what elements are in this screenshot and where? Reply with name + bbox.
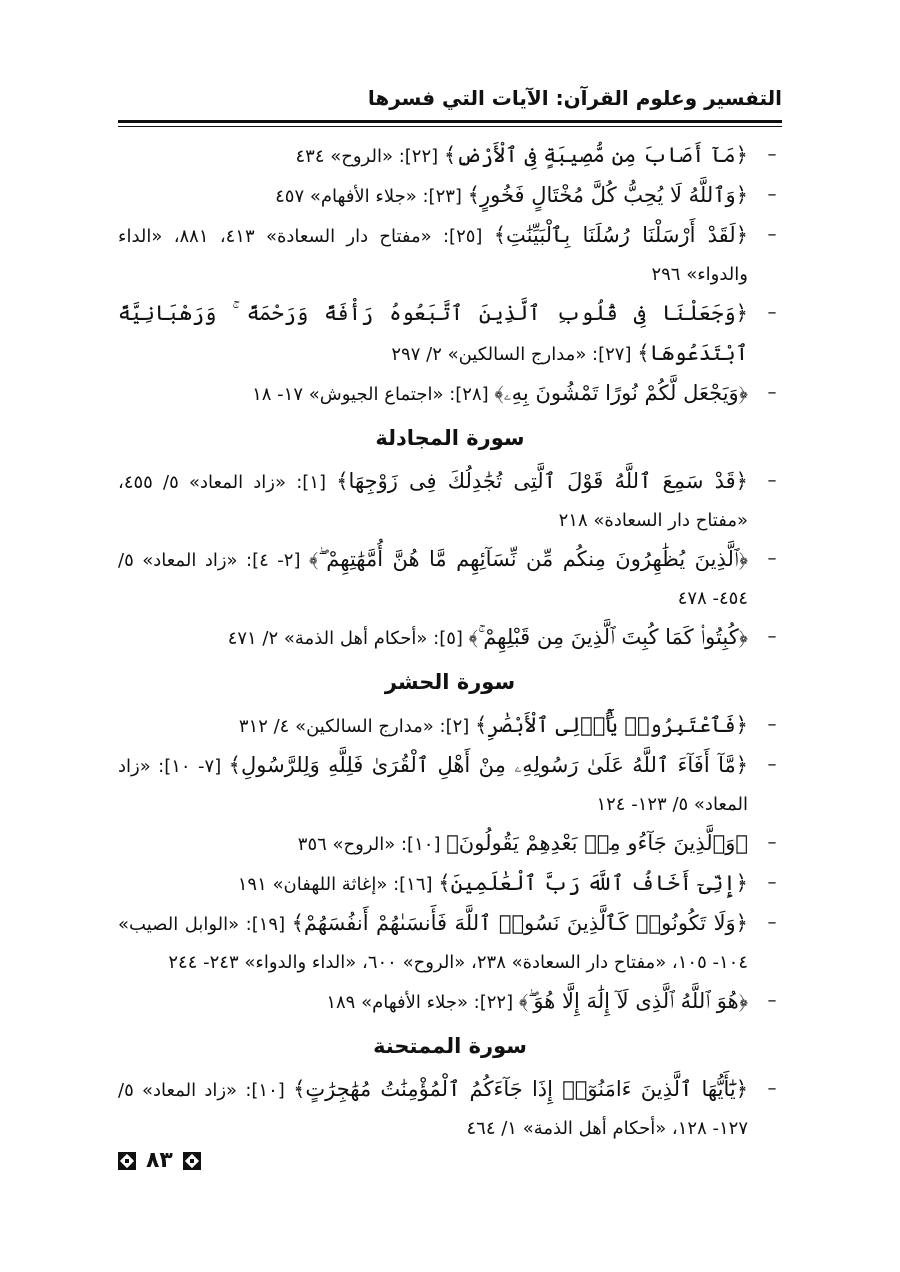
- list-item: [118, 706, 782, 746]
- verse-reference: [٢- ٤]: «زاد المعاد» ٥/ ٤٥٤- ٤٧٨: [118, 550, 748, 609]
- verse-reference: [٢]: «مدارج السالكين» ٤/ ٣١٢: [238, 716, 470, 737]
- list-item: [118, 374, 782, 414]
- ornament-right-icon: [183, 1152, 201, 1170]
- verse-reference: [١]: «زاد المعاد» ٥/ ٤٥٥، «مفتاح دار السعادة» ٢١٨: [118, 472, 748, 531]
- verse-reference: [٥]: «أحكام أهل الذمة» ٢/ ٤٧١: [227, 628, 463, 649]
- dash-bullet-icon: –: [767, 626, 777, 647]
- surah-title: سورة المجادلة: [375, 426, 525, 450]
- list-item: [118, 294, 782, 374]
- dash-bullet-icon: –: [767, 302, 777, 323]
- dash-bullet-icon: –: [767, 1078, 777, 1099]
- content-body: [118, 136, 782, 1148]
- dash-bullet-icon: –: [767, 714, 777, 735]
- list-item: [118, 618, 782, 658]
- verse-text: ﴿يَٰٓأَيُّهَا ٱلَّذِينَ ءَامَنُوٓا۟ إِذَا جَآءَكُمُ ٱلْمُؤْمِنَٰتُ مُهَٰجِرَٰتٍ﴾: [293, 1077, 748, 1101]
- ornament-left-icon: [118, 1152, 136, 1170]
- verse-text: ﴿مَآ أَصَابَ مِن مُّصِيبَةٍ فِى ٱلْأَرْضِ﴾: [443, 143, 748, 167]
- verse-text: ﴿لَقَدْ أَرْسَلْنَا رُسُلَنَا بِٱلْبَيِّنَٰتِ﴾: [493, 223, 748, 247]
- list-item: [118, 904, 782, 982]
- list-item: [118, 216, 782, 294]
- surah-title: سورة الحشر: [384, 670, 516, 694]
- surah-title: سورة الممتحنة: [373, 1034, 527, 1058]
- list-item: [118, 136, 782, 176]
- verse-text: ﴿إِنِّىٓ أَخَافُ ٱللَّهَ رَبَّ ٱلْعَٰلَمِينَ﴾: [438, 871, 748, 895]
- verse-reference: [١٦]: «إغاثة اللهفان» ١٩١: [237, 874, 433, 895]
- verse-text: ﴿ٱلَّذِينَ يُظَٰهِرُونَ مِنكُم مِّن نِّسَآئِهِم مَّا هُنَّ أُمَّهَٰتِهِمْ ۖ﴾: [308, 547, 748, 571]
- verse-reference: [٢٥]: «مفتاح دار السعادة» ٤١٣، ٨٨١، «الداء والدواء» ٢٩٦: [118, 226, 748, 285]
- verse-reference: [١٠]: «الروح» ٣٥٦: [297, 834, 441, 855]
- list-item: [118, 462, 782, 540]
- dash-bullet-icon: –: [767, 990, 777, 1011]
- verse-text: ﴿قَدْ سَمِعَ ٱللَّهُ قَوْلَ ٱلَّتِى تُجَٰدِلُكَ فِى زَوْجِهَا﴾: [336, 469, 748, 493]
- verse-text: ﴿وَيَجْعَل لَّكُمْ نُورًا تَمْشُونَ بِهِۦ﴾: [494, 381, 748, 405]
- verse-reference: [٢٨]: «اجتماع الجيوش» ١٧- ١٨: [252, 384, 489, 405]
- dash-bullet-icon: –: [767, 184, 777, 205]
- verse-reference: [٧- ١٠]: «زاد المعاد» ٥/ ١٢٣- ١٢٤: [118, 756, 748, 815]
- dash-bullet-icon: –: [767, 382, 777, 403]
- header-rule-thin: [118, 126, 782, 127]
- verse-text: ﴿وَٱلَّذِينَ جَآءُو مِنۢ بَعْدِهِمْ يَقُولُونَ﴾: [446, 831, 748, 855]
- verse-reference: [٢٢]: «الروح» ٤٣٤: [295, 146, 439, 167]
- list-item: [118, 176, 782, 216]
- dash-bullet-icon: –: [767, 754, 777, 775]
- page-number: ٨٣: [146, 1148, 173, 1173]
- running-header: التفسير وعلوم القرآن: الآيات التي فسرها: [367, 86, 782, 110]
- list-item: [118, 540, 782, 618]
- verse-text: ﴿وَلَا تَكُونُوا۟ كَٱلَّذِينَ نَسُوا۟ ٱللَّهَ فَأَنسَىٰهُمْ أَنفُسَهُمْ﴾: [291, 911, 748, 935]
- verse-reference: [١٠]: «زاد المعاد» ٥/ ١٢٧- ١٢٨، «أحكام أهل الذمة» ١/ ٤٦٤: [118, 1080, 748, 1139]
- verse-reference: [١٩]: «الوابل الصيب» ١٠٤- ١٠٥، «مفتاح دار السعادة» ٢٣٨، «الروح» ٦٠٠، «الداء والدواء» ٢٤٣- ٢٤٤: [118, 914, 748, 973]
- dash-bullet-icon: –: [767, 470, 777, 491]
- list-item: [118, 1070, 782, 1148]
- verse-text: ﴿وَجَعَلْنَا فِى قُلُوبِ ٱلَّذِينَ ٱتَّبَعُوهُ رَأْفَةً وَرَحْمَةً ۚ وَرَهْبَانِيَّةً ٱبْتَدَعُوهَا﴾: [118, 301, 748, 365]
- list-item: [118, 982, 782, 1022]
- dash-bullet-icon: –: [767, 912, 777, 933]
- dash-bullet-icon: –: [767, 832, 777, 853]
- list-item: [118, 824, 782, 864]
- verse-text: ﴿مَّآ أَفَآءَ ٱللَّهُ عَلَىٰ رَسُولِهِۦ مِنْ أَهْلِ ٱلْقُرَىٰ فَلِلَّهِ وَلِلرَّسُولِ﴾: [228, 753, 749, 777]
- verse-reference: [٢٣]: «جلاء الأفهام» ٤٥٧: [275, 186, 462, 207]
- verse-text: ﴿هُوَ ٱللَّهُ ٱلَّذِى لَآ إِلَٰهَ إِلَّا هُوَ ۖ﴾: [518, 989, 748, 1013]
- header-rule-thick: [118, 120, 782, 123]
- dash-bullet-icon: –: [767, 224, 777, 245]
- list-item: [118, 864, 782, 904]
- verse-text: ﴿فَٱعْتَبِرُوا۟ يَٰٓأُو۟لِى ٱلْأَبْصَٰرِ﴾: [475, 713, 748, 737]
- verse-reference: [٢٧]: «مدارج السالكين» ٢/ ٢٩٧: [391, 344, 632, 365]
- dash-bullet-icon: –: [767, 872, 777, 893]
- verse-reference: [٢٢]: «جلاء الأفهام» ١٨٩: [326, 992, 514, 1013]
- page-footer: [118, 1148, 201, 1173]
- verse-text: ﴿كُبِتُوا۟ كَمَا كُبِتَ ٱلَّذِينَ مِن قَبْلِهِمْ ۚ﴾: [468, 625, 748, 649]
- verse-text: ﴿وَٱللَّهُ لَا يُحِبُّ كُلَّ مُخْتَالٍ فَخُورٍ﴾: [467, 183, 748, 207]
- dash-bullet-icon: –: [767, 144, 777, 165]
- dash-bullet-icon: –: [767, 548, 777, 569]
- list-item: [118, 746, 782, 824]
